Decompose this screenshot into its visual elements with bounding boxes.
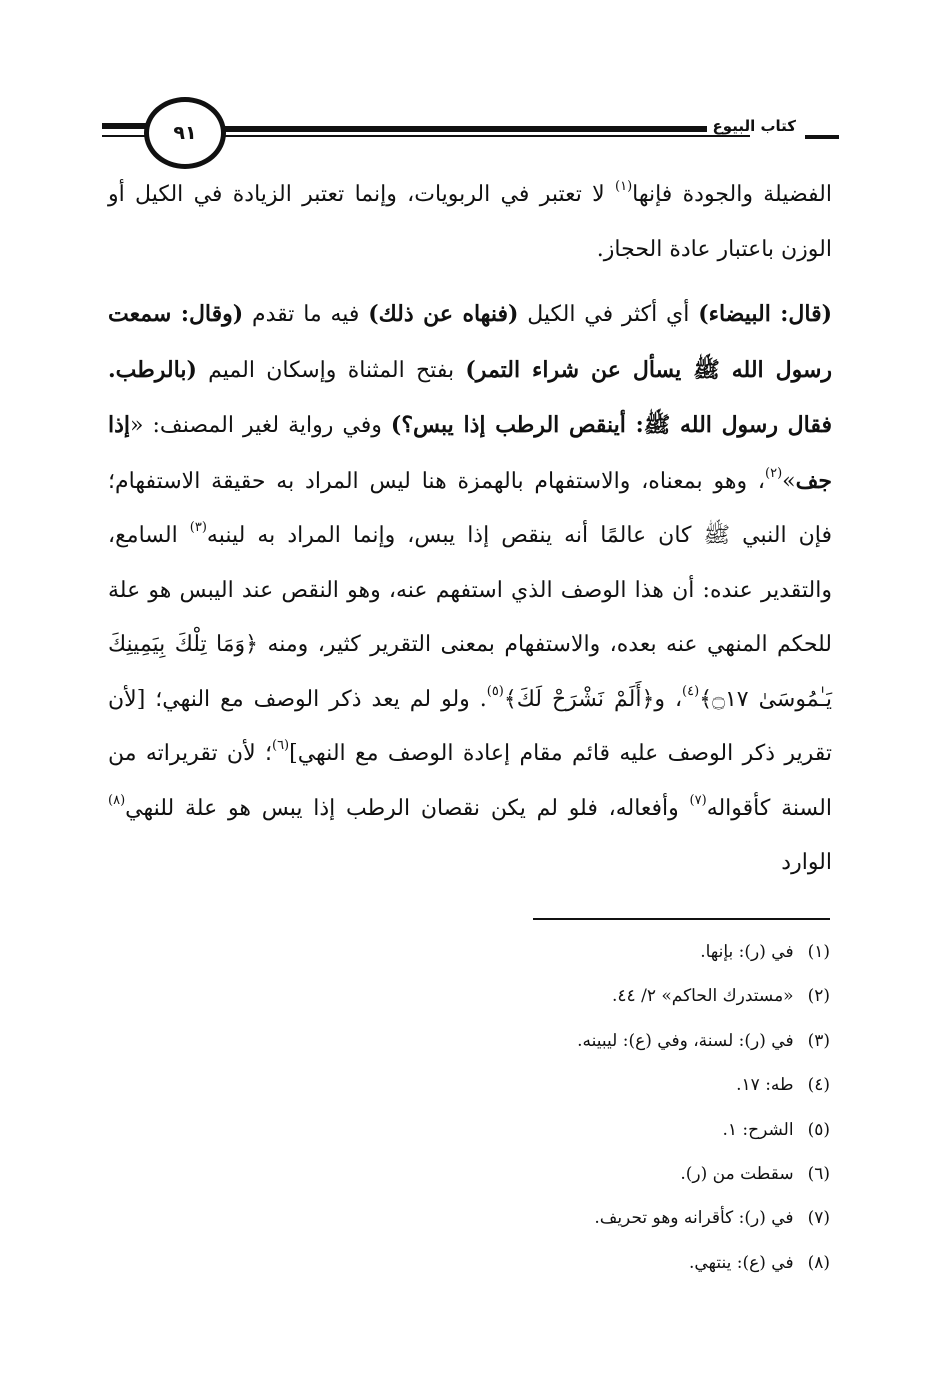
- footnote-number: (٧): [807, 1208, 830, 1229]
- footnote: [300, 1152, 830, 1196]
- text-span: »: [782, 468, 796, 494]
- paragraph: [108, 168, 832, 277]
- main-text: [108, 168, 832, 891]
- header-rule: [220, 126, 750, 132]
- footnote-number: (١): [807, 942, 830, 962]
- footnote-text: في (ر): كأقرانه وهو تحريف.: [594, 1208, 794, 1229]
- header-rule: [220, 135, 750, 137]
- footnote-number: (٢): [807, 986, 830, 1007]
- text-span: ، وهو بمعناه، والاستفهام بالهمزة هنا ليس المراد به حقيقة الاستفهام؛ فإن النبي ﷺ كان عالمًا أنه ينقص إذا يبس، وإنما المراد به لينبه: [108, 468, 833, 548]
- text-span: . ولو لم يعد ذكر الوصف مع النهي؛ [لأن تقرير ذكر الوصف عليه قائم مقام إعادة الوصف مع النهي]: [108, 686, 833, 766]
- footnote: [300, 1063, 830, 1107]
- footnote-text: في (ع): ينتهي.: [688, 1252, 794, 1273]
- bold-quote: (وقال: سمعت رسول الله ﷺ يسأل عن شراء التمر): [108, 301, 832, 383]
- footnote-separator: [533, 918, 830, 920]
- page-number: ٩١: [173, 122, 197, 144]
- footnotes: [300, 930, 830, 1285]
- footnote-number: (٦): [807, 1164, 830, 1185]
- footnote-ref: (٦): [271, 737, 290, 753]
- page-header: [100, 95, 840, 175]
- footnote-ref: (٧): [689, 792, 707, 808]
- bold-quote: (فنهاه عن ذلك): [368, 301, 519, 327]
- text-span: ؛ لأن تقريراته من السنة كأقواله: [108, 741, 832, 821]
- footnote: [300, 930, 830, 974]
- footnote-ref: (٤): [682, 683, 700, 699]
- text-span: ، و﴿أَلَمْ نَشْرَحْ لَكَ﴾: [503, 686, 683, 712]
- footnote-ref: (٥): [486, 683, 504, 699]
- footnote-text: «مستدرك الحاكم» ٢/ ٤٤.: [612, 986, 794, 1007]
- footnote-text: في (ر): بإنها.: [700, 942, 794, 962]
- text-span: وأفعاله، فلو لم يكن نقصان الرطب إذا يبس هو علة للنهي: [125, 795, 690, 821]
- header-rule: [102, 123, 148, 129]
- bold-quote: إذا جف: [108, 412, 832, 494]
- footnote: [300, 974, 830, 1018]
- paragraph: [108, 287, 832, 891]
- footnote-ref: (٨): [108, 792, 126, 808]
- page-number-circle: [144, 97, 226, 169]
- text-span: وفي رواية لغير المصنف: «: [130, 413, 391, 438]
- footnote: [300, 1019, 830, 1063]
- text-span: بفتح المثناة وإسكان الميم: [196, 357, 466, 383]
- footnote-text: في (ر): لسنة، وفي (ع): ليبينه.: [577, 1030, 794, 1051]
- text-span: لا تعتبر في الربويات، وإنما تعتبر الزيادة في الكيل أو الوزن باعتبار عادة الحجاز.: [108, 182, 832, 262]
- footnote-ref: (٢): [765, 465, 783, 481]
- text-span: الفضيلة والجودة فإنها: [632, 182, 832, 207]
- header-rule: [102, 135, 148, 137]
- footnote: [300, 1108, 830, 1152]
- footnote-number: (٥): [807, 1119, 830, 1140]
- footnote-ref: (٣): [189, 519, 207, 535]
- header-rule: [805, 135, 839, 139]
- text-span: أي أكثر في الكيل: [518, 302, 699, 327]
- text-span: الوارد: [781, 850, 832, 875]
- paragraph-gap: [108, 277, 832, 287]
- footnote: [300, 1241, 830, 1285]
- running-title: كتاب البيوع: [707, 117, 802, 135]
- footnote-number: (٤): [807, 1075, 830, 1096]
- footnote-text: سقطت من (ر).: [680, 1164, 794, 1185]
- text-span: السامع، والتقدير عنده: أن هذا الوصف الذي استفهم عنه، وهو النقص عند اليبس هو علة للحكم المنهي عنه بعده، والاستفهام بمعنى التقرير كثير، ومنه ﴿وَمَا تِلْكَ بِيَمِينِكَ يَـٰمُوسَىٰ ۝١٧﴾: [108, 523, 832, 712]
- footnote-number: (٨): [807, 1252, 830, 1273]
- footnote-number: (٣): [807, 1030, 830, 1051]
- footnote-text: الشرح: ١.: [722, 1119, 794, 1140]
- text-span: فيه ما تقدم: [243, 302, 369, 327]
- bold-quote: (بالرطب. فقال رسول الله ﷺ: أينقص الرطب إذا يبس؟): [108, 356, 832, 438]
- footnote-text: طه: ١٧.: [736, 1075, 794, 1096]
- footnote-ref: (١): [615, 178, 633, 194]
- bold-quote: (قال: البيضاء): [698, 301, 833, 327]
- footnote: [300, 1196, 830, 1240]
